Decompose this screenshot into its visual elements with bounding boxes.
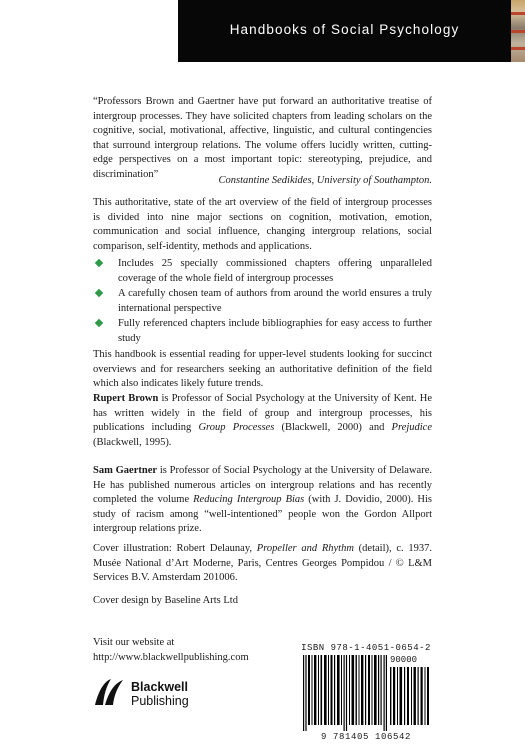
diamond-bullet-icon <box>95 289 103 297</box>
website-block <box>93 636 293 665</box>
diamond-bullet-icon <box>95 319 103 327</box>
editor-bio-text: (Blackwell, 2000) and <box>274 422 392 434</box>
audience-paragraph: This handbook is essential reading for upper-level students looking for succinct overviews and for researchers seeking an authoritative definition of the field which also indicates likely future trends. <box>93 349 432 390</box>
list-item <box>93 317 432 346</box>
book-title: Group Processes <box>198 422 275 434</box>
series-banner <box>178 0 511 62</box>
isbn-text: ISBN 978-1-4051-0654-2 <box>301 643 431 653</box>
website-url[interactable]: http://www.blackwellpublishing.com <box>93 651 249 663</box>
feature-text: A carefully chosen team of authors from around the world ensures a truly international perspective <box>118 288 432 314</box>
price-barcode-icon <box>390 667 430 725</box>
editor-bio-text: (with J. Dovidio, 2000). His study of racism among “well-intentioned” people won the Gordon Allport intergroup relations prize. <box>93 494 432 535</box>
editor-name: Sam Gaertner <box>93 465 158 476</box>
endorsement-attribution: Constantine Sedikides, University of Southampton. <box>218 175 432 186</box>
price-code: 90000 <box>390 655 418 665</box>
publisher-name-line1: Blackwell <box>131 680 188 694</box>
series-title: Handbooks of Social Psychology <box>229 22 460 37</box>
features-list <box>93 257 432 348</box>
series-header <box>0 0 525 62</box>
book-title: Reducing Intergroup Bias <box>193 494 305 506</box>
cover-design-credit: Cover design by Baseline Arts Ltd <box>93 595 238 606</box>
editor-bio-brown <box>93 392 432 450</box>
publisher-name-line2: Publishing <box>131 694 189 708</box>
editor-bio-gaertner <box>93 464 432 537</box>
cover-art-edge <box>511 0 525 62</box>
editor-bio-text: is Professor of Social Psychology at the University of Kent. He has written widely in the field of group and intergroup processes, his publications including <box>93 393 432 434</box>
credit-text: Cover illustration: Robert Delaunay, <box>93 543 257 554</box>
editor-bio-text: is Professor of Social Psychology at the University of Delaware. He has published numerous articles on intergroup relations and has recently completed the volume <box>93 465 432 506</box>
overview-paragraph: This authoritative, state of the art overview of the field of intergroup processes is divided into nine major sections on cognition, motivation, emotion, communication and social influence, changing intergroup relations, social comparison, self-identity, methods and applications. <box>93 197 432 252</box>
endorsement-quote: “Professors Brown and Gaertner have put forward an authoritative treatise of intergroup processes. They have solicited chapters from leading scholars on the cognitive, social, motivational, affective, linguistic, and cultural contingencies that surround intergroup relations. The volume offers lucidly written, cutting-edge perspectives on a most important topic: stereotyping, prejudice, and discrimination” <box>93 96 432 180</box>
website-label: Visit our website at <box>93 637 175 648</box>
cover-illustration-credit <box>93 542 432 586</box>
feature-text: Includes 25 specially commissioned chapters offering unparalleled coverage of the whole field of intergroup processes <box>118 258 432 284</box>
ean-number: 9 781405 106542 <box>320 732 411 742</box>
blackwell-logo-icon <box>93 675 127 709</box>
feature-text: Fully referenced chapters include bibliographies for easy access to further study <box>118 318 432 344</box>
list-item <box>93 287 432 316</box>
publisher-logo <box>93 675 233 711</box>
book-title: Prejudice <box>391 422 432 434</box>
artwork-title: Propeller and Rhythm <box>256 543 354 554</box>
editor-name: Rupert Brown <box>93 393 159 404</box>
editor-bio-text: (Blackwell, 1995). <box>93 436 172 448</box>
diamond-bullet-icon <box>95 259 103 267</box>
list-item <box>93 257 432 286</box>
credit-text: (detail), c. 1937. Musée National d’Art Moderne, Paris, Centres Georges Pompidou / © L&M Services B.V. Amsterdam 201006. <box>93 543 432 584</box>
ean-barcode-icon <box>303 655 387 731</box>
barcode-block <box>297 643 435 745</box>
